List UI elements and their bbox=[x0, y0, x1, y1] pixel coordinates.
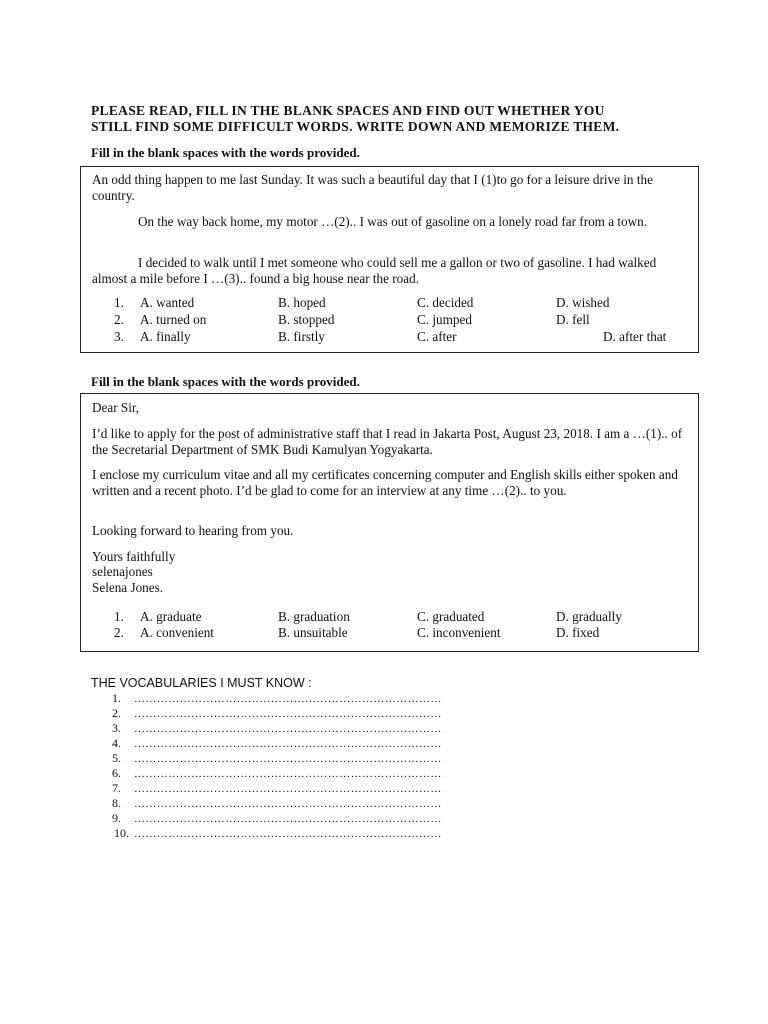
page-heading bbox=[91, 103, 711, 135]
blank-line: ……………………………………………………………………… bbox=[134, 798, 442, 810]
letter-greeting: Dear Sir, bbox=[92, 400, 140, 415]
option-b: B. hoped bbox=[278, 295, 326, 310]
vocabulary-line bbox=[112, 766, 442, 781]
option-d: D. gradually bbox=[556, 609, 622, 624]
option-d: D. fell bbox=[556, 312, 590, 327]
line-number: 8. bbox=[112, 796, 121, 810]
section1-paragraph-1: An odd thing happen to me last Sunday. It was such a beautiful day that I (1)to go for a leisure drive in the country. bbox=[92, 172, 653, 203]
vocabulary-line bbox=[112, 781, 442, 796]
section1-paragraph-2: On the way back home, my motor …(2).. I was out of gasoline on a lonely road far from a town. bbox=[138, 214, 648, 229]
section2-instruction: Fill in the blank spaces with the words provided. bbox=[91, 374, 360, 389]
section1-passage-box bbox=[80, 166, 699, 353]
option-number: 2. bbox=[114, 312, 124, 327]
section2-letter-box bbox=[80, 393, 699, 652]
option-row bbox=[81, 329, 698, 346]
option-b: B. unsuitable bbox=[278, 625, 348, 640]
option-c: C. inconvenient bbox=[417, 625, 501, 640]
option-a: A. graduate bbox=[140, 609, 202, 624]
line-number: 2. bbox=[112, 706, 121, 720]
line-number: 7. bbox=[112, 781, 121, 795]
section1-paragraph-3: I decided to walk until I met someone who could sell me a gallon or two of gasoline. I had walked almost a mile before I …(3).. found a big house near the road. bbox=[92, 255, 657, 286]
option-a: A. turned on bbox=[140, 312, 207, 327]
option-number: 1. bbox=[114, 609, 124, 624]
option-row bbox=[81, 625, 698, 642]
option-a: A. wanted bbox=[140, 295, 195, 310]
option-d: D. after that bbox=[603, 329, 667, 344]
letter-paragraph-2: I enclose my curriculum vitae and all my certificates concerning computer and English skills either spoken and written and a recent photo. I’d be glad to come for an interview at any time …(2).. to you. bbox=[92, 467, 678, 498]
line-number: 3. bbox=[112, 721, 121, 735]
option-number: 1. bbox=[114, 295, 124, 310]
line-number: 5. bbox=[112, 751, 121, 765]
vocabulary-line bbox=[112, 811, 442, 826]
vocabulary-line bbox=[112, 706, 442, 721]
letter-closing: Yours faithfully bbox=[92, 549, 176, 564]
option-b: B. graduation bbox=[278, 609, 350, 624]
blank-line: ……………………………………………………………………… bbox=[134, 783, 442, 795]
vocabulary-line bbox=[114, 826, 442, 841]
option-row bbox=[81, 312, 698, 329]
option-c: C. jumped bbox=[417, 312, 472, 327]
option-row bbox=[81, 609, 698, 626]
option-c: C. after bbox=[417, 329, 457, 344]
line-number: 4. bbox=[112, 736, 121, 750]
option-a: A. convenient bbox=[140, 625, 214, 640]
line-number: 10. bbox=[114, 826, 129, 840]
blank-line: ……………………………………………………………………… bbox=[134, 723, 442, 735]
vocabulary-line bbox=[112, 736, 442, 751]
vocabulary-line bbox=[112, 796, 442, 811]
option-d: D. wished bbox=[556, 295, 610, 310]
vocabulary-line bbox=[112, 751, 442, 766]
letter-sender-name: Selena Jones. bbox=[92, 580, 164, 595]
blank-line: ……………………………………………………………………… bbox=[134, 813, 442, 825]
line-number: 9. bbox=[112, 811, 121, 825]
line-number: 1. bbox=[112, 691, 121, 705]
option-row bbox=[81, 295, 698, 312]
blank-line: ……………………………………………………………………… bbox=[134, 708, 442, 720]
heading-line-1: PLEASE READ, FILL IN THE BLANK SPACES AND FIND OUT WHETHER YOU bbox=[91, 103, 605, 118]
vocabulary-line bbox=[112, 721, 442, 736]
blank-line: ……………………………………………………………………… bbox=[134, 768, 442, 780]
line-number: 6. bbox=[112, 766, 121, 780]
letter-signature: selenajones bbox=[92, 564, 153, 579]
option-c: C. graduated bbox=[417, 609, 485, 624]
option-b: B. firstly bbox=[278, 329, 325, 344]
heading-line-2: STILL FIND SOME DIFFICULT WORDS. WRITE DOWN AND MEMORIZE THEM. bbox=[91, 119, 620, 134]
vocabulary-line bbox=[112, 691, 442, 706]
blank-line: ……………………………………………………………………… bbox=[134, 828, 442, 840]
section1-instruction: Fill in the blank spaces with the words provided. bbox=[91, 145, 360, 160]
blank-line: ……………………………………………………………………… bbox=[134, 693, 442, 705]
option-d: D. fixed bbox=[556, 625, 600, 640]
option-b: B. stopped bbox=[278, 312, 335, 327]
option-a: A. finally bbox=[140, 329, 191, 344]
letter-paragraph-1: I’d like to apply for the post of administrative staff that I read in Jakarta Post, August 23, 2018. I am a …(1).. of the Secretarial Department of SMK Budi Kamulyan Yogyakarta. bbox=[92, 426, 683, 457]
blank-line: ……………………………………………………………………… bbox=[134, 738, 442, 750]
letter-paragraph-3: Looking forward to hearing from you. bbox=[92, 523, 294, 538]
option-number: 3. bbox=[114, 329, 124, 344]
blank-line: ……………………………………………………………………… bbox=[134, 753, 442, 765]
option-number: 2. bbox=[114, 625, 124, 640]
vocabulary-title: THE VOCABULARIES I MUST KNOW : bbox=[91, 676, 312, 690]
option-c: C. decided bbox=[417, 295, 474, 310]
